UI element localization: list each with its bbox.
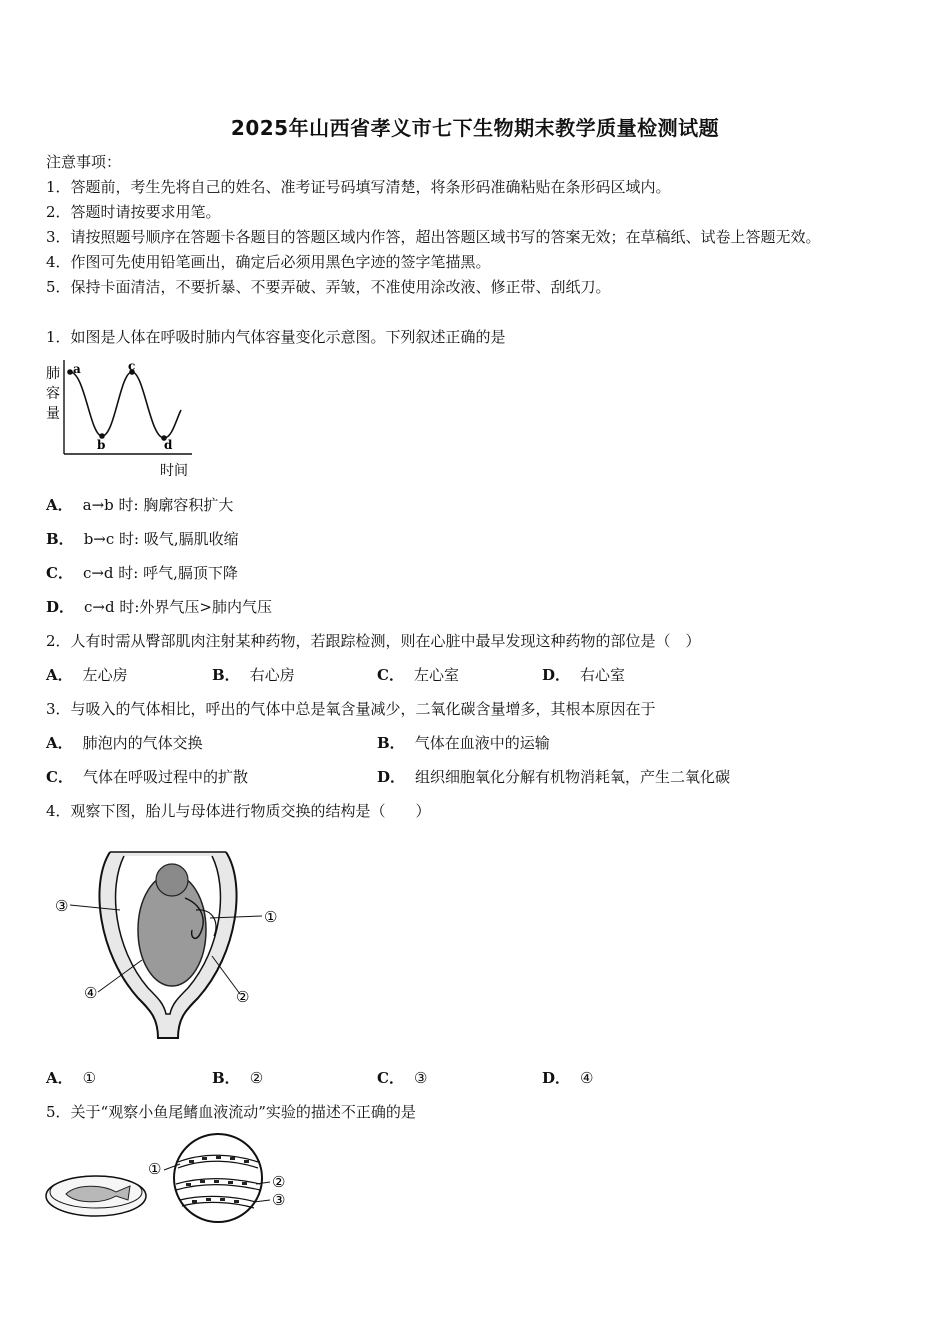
marker-2: ②: [236, 988, 250, 1006]
question-1-option-a[interactable]: A． a→b 时: 胸廓容积扩大: [46, 496, 234, 514]
fish-tail-experiment-diagram: [44, 1132, 294, 1232]
ylabel-char: 容: [46, 386, 60, 402]
marker-2: ②: [272, 1173, 286, 1191]
question-4-stem: 4．观察下图，胎儿与母体进行物质交换的结构是（ ）: [46, 802, 431, 820]
question-1-option-b[interactable]: B． b→c 时: 吸气,膈肌收缩: [46, 530, 239, 548]
question-3-option-c[interactable]: C． 气体在呼吸过程中的扩散: [46, 768, 248, 786]
marker-3: ③: [272, 1191, 286, 1209]
page-title: 2025年山西省孝义市七下生物期末教学质量检测试题: [230, 116, 720, 140]
notice-item: 5．保持卡面清洁，不要折暴、不要弄破、弄皱，不准使用涂改液、修正带、刮纸刀。: [46, 278, 611, 296]
question-4-option-c[interactable]: C． ③: [377, 1069, 428, 1087]
microscope-field: [174, 1134, 262, 1222]
question-2-option-c[interactable]: C． 左心室: [377, 666, 459, 684]
question-2-option-d[interactable]: D． 右心室: [542, 666, 626, 684]
notice-item: 2．答题时请按要求用笔。: [46, 203, 221, 221]
point-a: [67, 369, 73, 375]
volume-curve: [70, 372, 181, 438]
label-c: c: [128, 359, 136, 373]
question-5-stem: 5．关于“观察小鱼尾鳍血液流动”实验的描述不正确的是: [46, 1103, 416, 1121]
question-2-option-a[interactable]: A． 左心房: [46, 666, 128, 684]
question-1-option-d[interactable]: D． c→d 时:外界气压>肺内气压: [46, 598, 272, 616]
marker-1: ①: [264, 908, 278, 926]
question-3-option-b[interactable]: B． 气体在血液中的运输: [377, 734, 550, 752]
marker-1: ①: [148, 1160, 162, 1178]
question-4-option-b[interactable]: B． ②: [212, 1069, 264, 1087]
notice-item: 4．作图可先使用铅笔画出，确定后必须用黑色字迹的签字笔描黑。: [46, 253, 491, 271]
question-1-stem: 1．如图是人体在呼吸时肺内气体容量变化示意图。下列叙述正确的是: [46, 328, 506, 346]
question-3-option-d[interactable]: D． 组织细胞氧化分解有机物消耗氧，产生二氧化碳: [377, 768, 731, 786]
question-1-option-c[interactable]: C． c→d 时: 呼气,膈顶下降: [46, 564, 238, 582]
question-2-stem: 2．人有时需从臀部肌肉注射某种药物，若跟踪检测，则在心脏中最早发现这种药物的部位是（ ）: [46, 632, 701, 650]
notice-heading: 注意事项：: [46, 153, 122, 171]
label-d: d: [164, 438, 173, 452]
uterus-fetus-diagram: [50, 838, 295, 1048]
notice-item: 3．请按照题号顺序在答题卡各题目的答题区域内作答，超出答题区域书写的答案无效；在草稿纸、试卷上答题无效。: [46, 228, 821, 246]
question-3-stem: 3．与吸入的气体相比，呼出的气体中总是氧含量减少，二氧化碳含量增多，其根本原因在于: [46, 700, 656, 718]
question-3-option-a[interactable]: A． 肺泡内的气体交换: [46, 734, 203, 752]
lung-volume-chart: [40, 358, 200, 483]
marker-3: ③: [55, 897, 69, 915]
ylabel-char: 肺: [46, 366, 60, 382]
ylabel-char: 量: [46, 406, 60, 422]
label-a: a: [73, 362, 81, 376]
fetus-head: [156, 864, 188, 896]
xlabel: 时间: [160, 463, 188, 479]
marker-4: ④: [84, 984, 98, 1002]
notice-item: 1．答题前，考生先将自己的姓名、准考证号码填写清楚，将条形码准确粘贴在条形码区域内。: [46, 178, 671, 196]
label-b: b: [97, 438, 106, 452]
question-2-option-b[interactable]: B． 右心房: [212, 666, 295, 684]
question-4-option-d[interactable]: D． ④: [542, 1069, 594, 1087]
question-4-option-a[interactable]: A． ①: [46, 1069, 97, 1087]
